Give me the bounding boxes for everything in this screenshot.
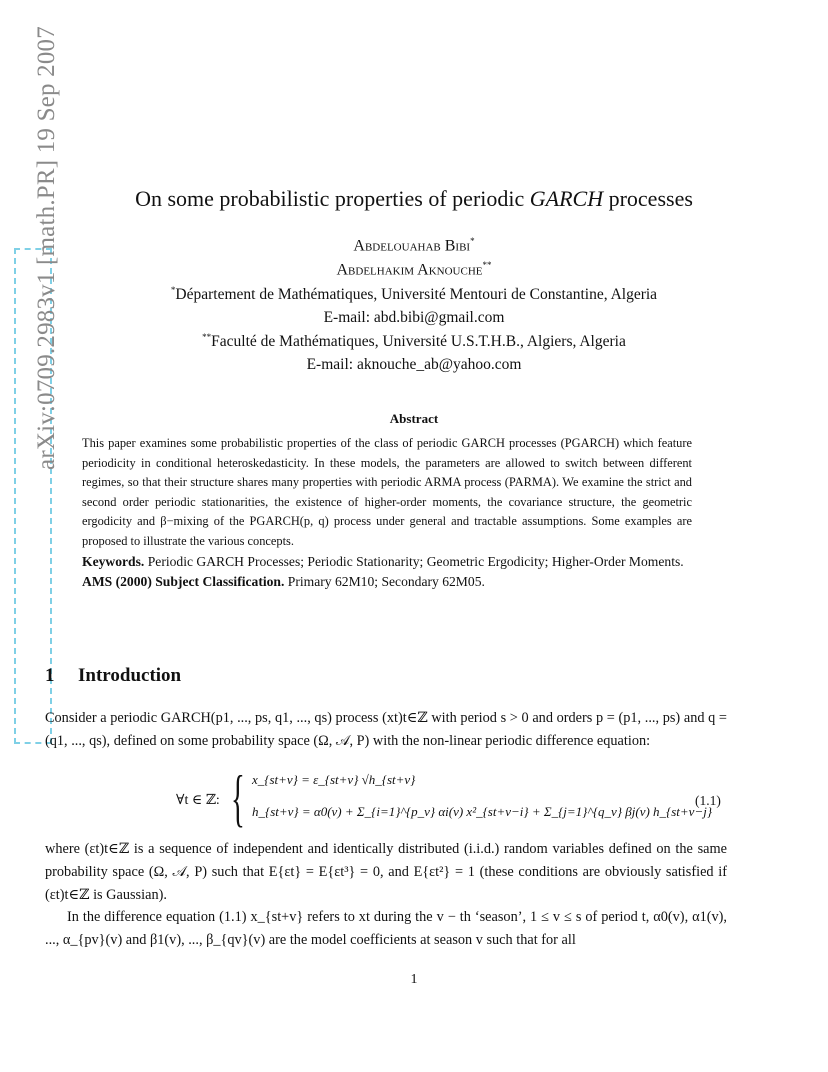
affiliation-1: *Département de Mathématiques, Université Mentouri de Constantine, Algeria — [170, 285, 658, 304]
email-2: E-mail: aknouche_ab@yahoo.com — [306, 356, 522, 373]
paragraph-3: In the difference equation (1.1) x_{st+v} refers to xt during the v − th ‘season’, 1 ≤ v ≤ s of period t, α0(v), α1(v), ..., α_{pv}(v) and β1(v), ..., β_{qv}(v) are the model coefficients at season v such that for all — [45, 909, 727, 948]
affiliation-2: **Faculté de Mathématiques, Université U.S.T.H.B., Algiers, Algeria — [202, 332, 626, 351]
equation-line-1: x_{st+v} = ε_{st+v} √h_{st+v} — [252, 772, 416, 787]
author-2: Abdelhakim Aknouche** — [336, 260, 492, 279]
author-1: Abdelouahab Bibi* — [353, 236, 475, 255]
abstract-text: This paper examines some probabilistic properties of the class of periodic GARCH processes (PGARCH) which feature periodicity in conditional heteroskedasticity. In these models, the parameters are allowed to switch between different regimes, so that their structure shares many properties with periodic ARMA process (PARMA). We examine the strict and second order periodic stationarities, the existence of higher-order moments, the covariance structure, the geometric ergodicity and β−mixing of the PGARCH(p, q) process under general and tractable assumptions. Some examples are proposed to illustrate the various concepts. — [82, 436, 692, 548]
section-title: Introduction — [78, 665, 182, 686]
paragraph-2: where (εt)t∈ℤ is a sequence of independent and identically distributed (i.i.d.) random variables defined on the same probability space (Ω, 𝒜, P) such that E{εt} = E{εt³} = 0, and E{εt²} = 1 (these conditions are obviously satisfied if (εt)t∈ℤ is Gaussian). — [45, 841, 727, 903]
abstract — [82, 434, 692, 592]
equation-number: (1.1) — [695, 793, 721, 808]
equation-line-2: h_{st+v} = α0(v) + Σ_{i=1}^{p_v} αi(v) x²_{st+v−i} + Σ_{j=1}^{q_v} βj(v) h_{st+v−j} — [252, 804, 713, 819]
equation-1-1 — [176, 762, 736, 834]
arxiv-stamp: arXiv:0709.2983v1 [math.PR] 19 Sep 2007 — [33, 26, 60, 470]
keywords: Keywords. Periodic GARCH Processes; Periodic Stationarity; Geometric Ergodicity; Higher-Order Moments. — [82, 553, 684, 569]
paragraph-1: Consider a periodic GARCH(p1, ..., ps, q1, ..., qs) process (xt)t∈ℤ with period s > 0 and orders p = (p1, ..., ps) and q = (q1, ..., qs), defined on some probability space (Ω, 𝒜, P) with the non-linear periodic difference equation: — [45, 710, 727, 749]
section-number: 1 — [45, 665, 55, 686]
page-number: 1 — [410, 972, 418, 987]
ams-classification: AMS (2000) Subject Classification. Primary 62M10; Secondary 62M05. — [82, 573, 485, 589]
equation-brace: { — [231, 762, 245, 833]
abstract-heading: Abstract — [389, 411, 439, 426]
email-1: E-mail: abd.bibi@gmail.com — [323, 309, 505, 326]
paper-title: On some probabilistic properties of periodic GARCH processes — [135, 186, 693, 211]
equation-prefix: ∀t ∈ ℤ: — [176, 793, 220, 808]
